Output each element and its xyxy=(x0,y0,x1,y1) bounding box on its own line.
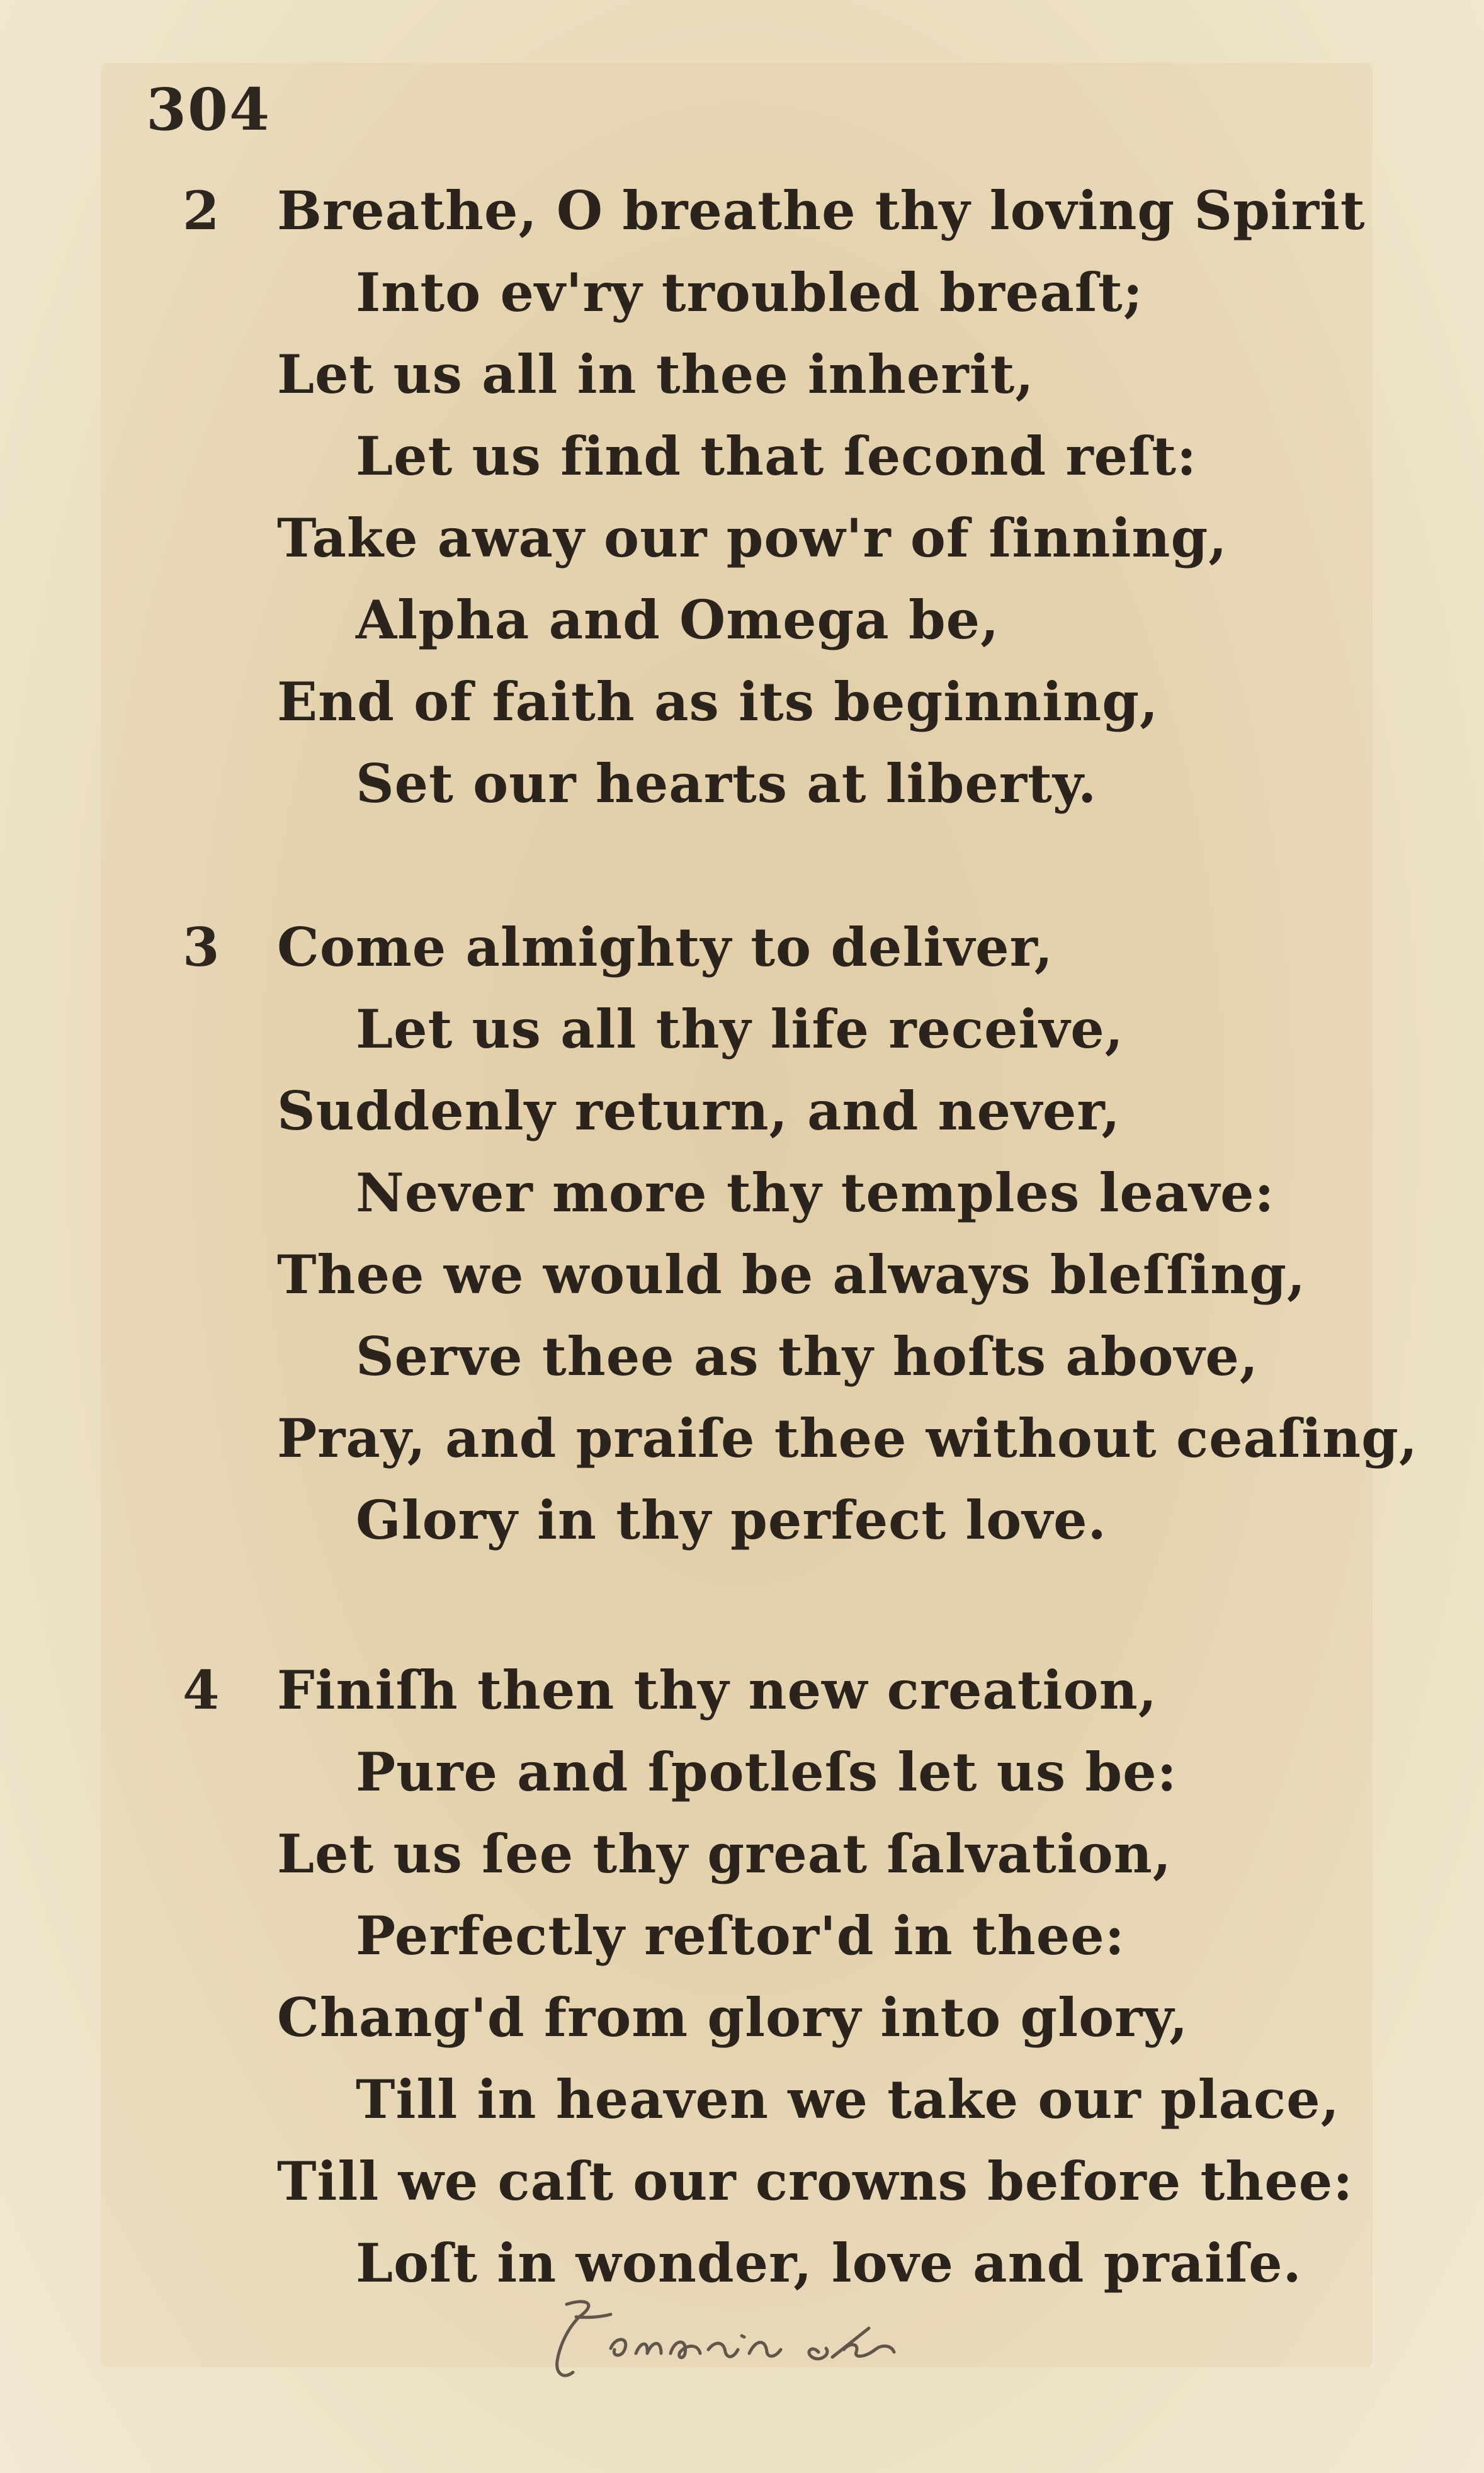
stanza-number: 4 xyxy=(183,1659,220,1721)
verse-line: Till in heaven we take our place, xyxy=(356,2068,1340,2131)
verse-line: Chang'd from glory into glory, xyxy=(277,1986,1189,2049)
verse-line: Alpha and Omega be, xyxy=(356,589,1000,651)
verse-line: Set our hearts at liberty. xyxy=(356,752,1097,815)
verse-line: Till we caſt our crowns before thee: xyxy=(277,2150,1354,2212)
verse-line: Breathe, O breathe thy loving Spirit xyxy=(277,179,1366,242)
verse-line: Finiſh then thy new creation, xyxy=(277,1659,1157,1721)
verse-line: End of faith as its beginning, xyxy=(277,671,1159,733)
verse-line: Serve thee as thy hoſts above, xyxy=(356,1325,1259,1388)
verse-line: Let us all thy life receive, xyxy=(356,998,1124,1060)
verse-line: Let us find that ſecond reſt: xyxy=(356,425,1198,487)
verse-line: Into ev'ry troubled breaſt; xyxy=(356,261,1143,324)
page-number: 304 xyxy=(146,76,271,144)
verse-line: Pray, and praiſe thee without ceaſing, xyxy=(277,1407,1419,1469)
verse-line: Come almighty to deliver, xyxy=(277,916,1053,978)
handwritten-signature xyxy=(541,2292,932,2392)
verse-line: Suddenly return, and never, xyxy=(277,1080,1121,1142)
verse-line: Pure and ſpotleſs let us be: xyxy=(356,1741,1177,1803)
verse-line: Take away our pow'r of ſinning, xyxy=(277,507,1228,569)
verse-line: Thee we would be always bleſſing, xyxy=(277,1243,1306,1306)
verse-line: Glory in thy perfect love. xyxy=(356,1489,1107,1551)
stanza-number: 2 xyxy=(183,179,220,242)
verse-line: Perfectly reſtor'd in thee: xyxy=(356,1904,1125,1967)
verse-line: Let us ſee thy great ſalvation, xyxy=(277,1823,1172,1885)
stanza-number: 3 xyxy=(183,916,220,978)
verse-line: Loſt in wonder, love and praiſe. xyxy=(356,2232,1302,2294)
verse-line: Never more thy temples leave: xyxy=(356,1162,1275,1224)
verse-line: Let us all in thee inherit, xyxy=(277,343,1034,405)
